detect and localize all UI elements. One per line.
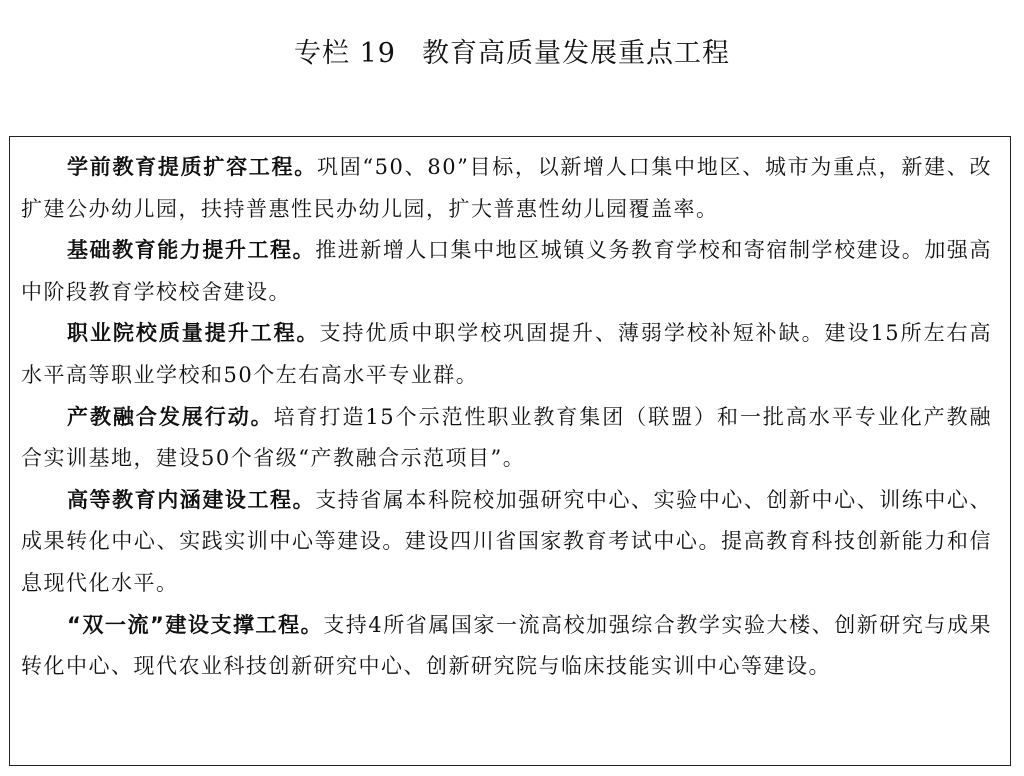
column-content bbox=[10, 137, 1010, 688]
paragraph-body: 支持4所省属国家一流高校加强综合教学实验大楼、创新研究与成果转化中心、现代农业科技创新研究中心、创新研究院与临床技能实训中心等建设。 bbox=[21, 612, 992, 679]
paragraph-body: 巩固“50、80”目标，以新增人口集中地区、城市为重点，新建、改扩建公办幼儿园，扶持普惠性民办幼儿园，扩大普惠性幼儿园覆盖率。 bbox=[21, 155, 992, 221]
paragraph-body: 支持省属本科院校加强研究中心、实验中心、创新中心、训练中心、成果转化中心、实践实训中心等建设。建设四川省国家教育考试中心。提高教育科技创新能力和信息现代化水平。 bbox=[21, 487, 992, 595]
paragraph-basic-education bbox=[21, 230, 992, 313]
paragraph-industry-education bbox=[21, 397, 992, 480]
paragraph-body: 推进新增人口集中地区城镇义务教育学校和寄宿制学校建设。加强高中阶段教育学校校舍建设。 bbox=[21, 238, 992, 304]
paragraph-heading: 产教融合发展行动。 bbox=[67, 404, 274, 429]
paragraph-vocational bbox=[21, 313, 992, 396]
paragraph-preschool bbox=[21, 147, 992, 230]
paragraph-body: 培育打造15个示范性职业教育集团（联盟）和一批高水平专业化产教融合实训基地，建设50个省级“产教融合示范项目”。 bbox=[21, 404, 992, 471]
paragraph-heading: 高等教育内涵建设工程。 bbox=[67, 487, 316, 512]
column-heading: 教育高质量发展重点工程 bbox=[421, 38, 730, 69]
paragraph-double-first-class bbox=[21, 605, 992, 688]
column-box bbox=[9, 136, 1011, 766]
paragraph-heading: 学前教育提质扩容工程。 bbox=[67, 155, 317, 179]
paragraph-body: 支持优质中职学校巩固提升、薄弱学校补短补缺。建设15所左右高水平高等职业学校和50个左右高水平专业群。 bbox=[21, 321, 992, 387]
paragraph-heading: 职业院校质量提升工程。 bbox=[67, 321, 320, 346]
paragraph-heading: 基础教育能力提升工程。 bbox=[67, 238, 316, 263]
column-title bbox=[0, 36, 1024, 72]
column-number: 专栏 19 bbox=[294, 38, 396, 69]
paragraph-higher-education bbox=[21, 480, 992, 605]
paragraph-heading: “双一流”建设支撑工程。 bbox=[67, 612, 324, 637]
